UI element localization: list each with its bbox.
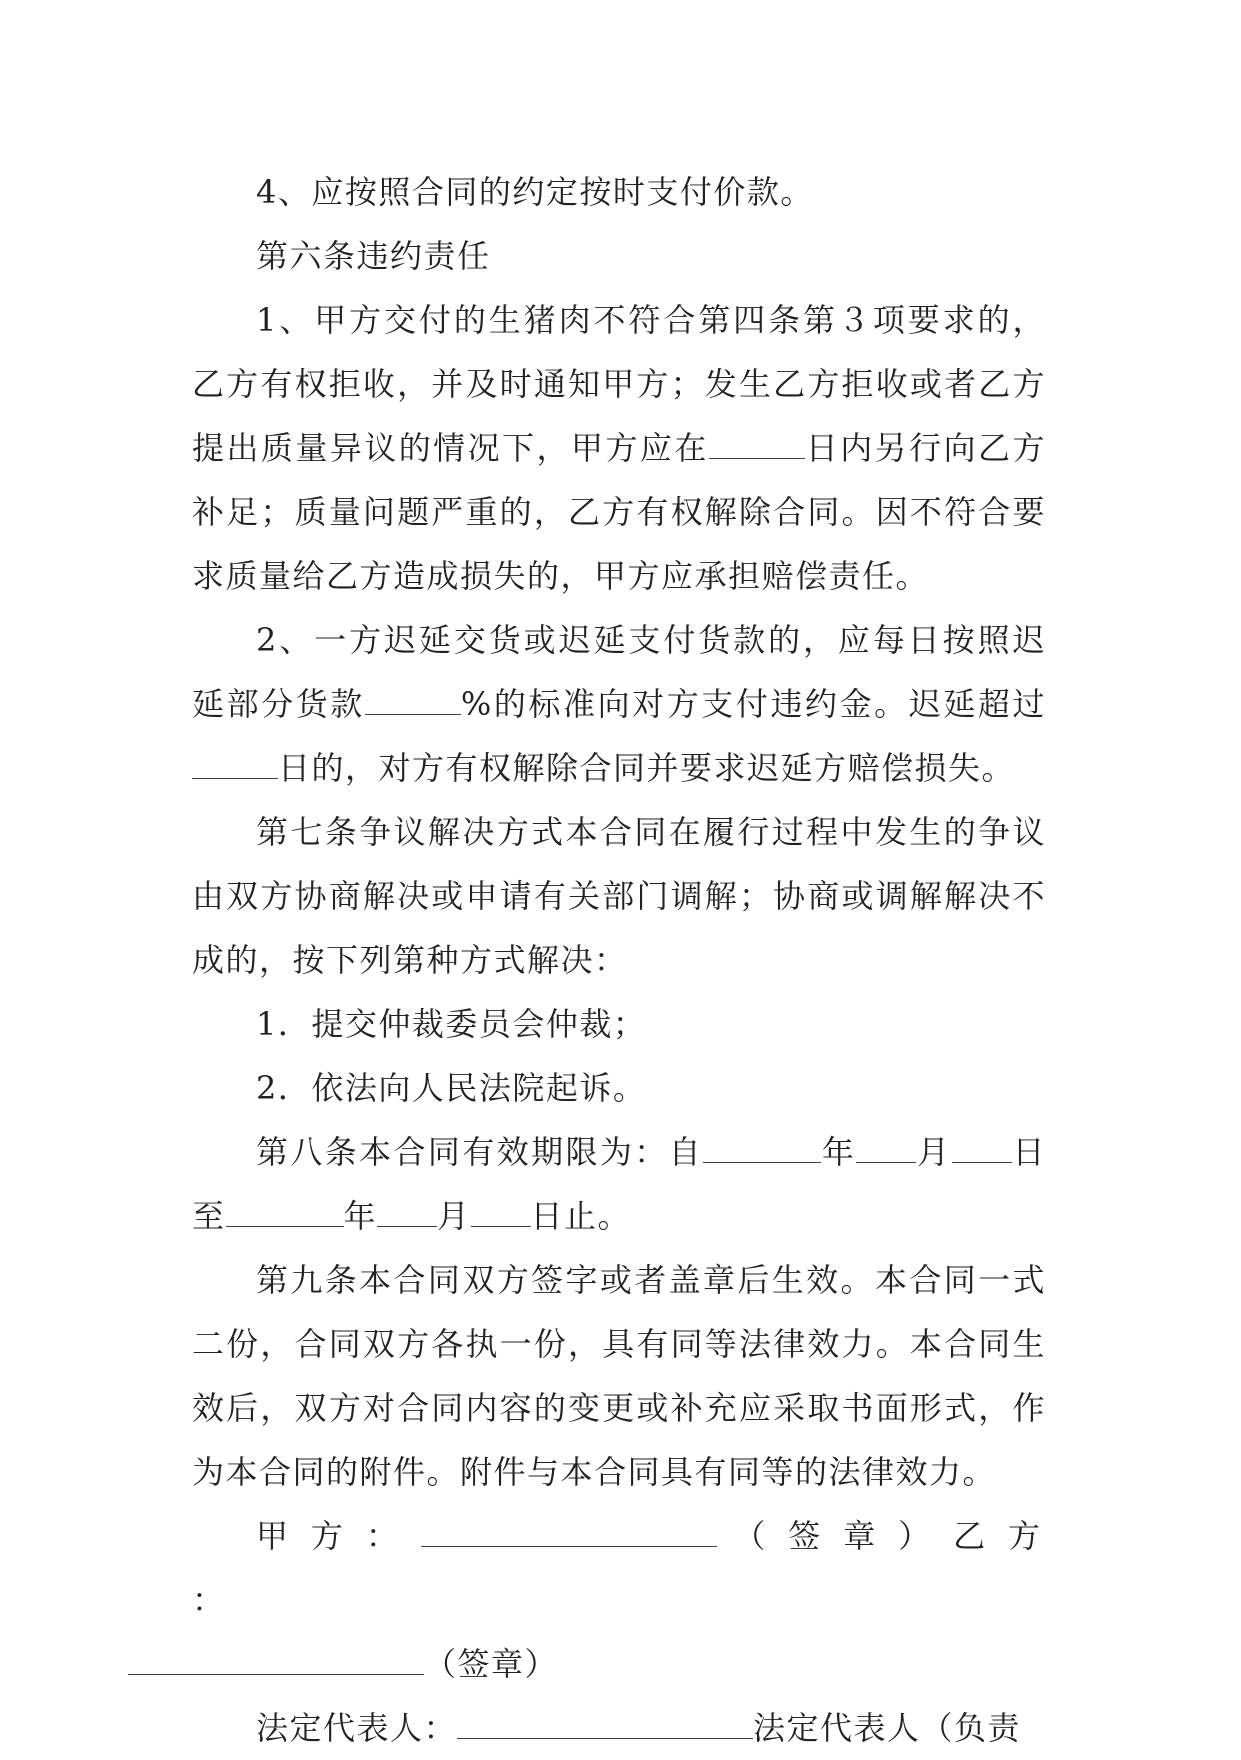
list-item-litigation bbox=[192, 1056, 1046, 1120]
to-label: 至 bbox=[192, 1197, 226, 1235]
party-b-label: 乙 方 ： bbox=[192, 1517, 1047, 1619]
list-item-text: 1．提交仲裁委员会仲裁； bbox=[256, 1005, 647, 1043]
month-label: 月 bbox=[916, 1133, 952, 1171]
section-article-7-disputes bbox=[192, 800, 1046, 992]
paragraph-quality-breach bbox=[192, 288, 1046, 608]
heading-text: 第六条违约责任 bbox=[256, 237, 491, 275]
signature-block bbox=[192, 1504, 1046, 1696]
paragraph-text: 1、甲方交付的生猪肉不符合第四条第３项要求的，乙方有权拒收，并及时通知甲方；发生乙方拒收或者乙方提出质量异议的情况下，甲方应在 bbox=[192, 301, 1046, 467]
fill-in-blank bbox=[377, 1192, 437, 1227]
year-label: 年 bbox=[343, 1197, 378, 1235]
section-article-9-effect bbox=[192, 1248, 1046, 1504]
paragraph-text: 第八条本合同有效期限为：自 bbox=[256, 1133, 704, 1171]
paragraph-payment-clause bbox=[192, 160, 1046, 224]
paragraph-text: 第七条争议解决方式本合同在履行过程中发生的争议由双方协商解决或申请有关部门调解；协商或调解解决不成的，按下列第种方式解决： bbox=[192, 813, 1046, 979]
fill-in-blank bbox=[952, 1128, 1012, 1163]
section-heading-article-6 bbox=[192, 224, 1046, 288]
party-a-signature-line bbox=[421, 1512, 717, 1547]
party-a-seal-label: （ 签 章 ） bbox=[733, 1517, 937, 1555]
paragraph-text: 第九条本合同双方签字或者盖章后生效。本合同一式二份，合同双方各执一份，具有同等法律效力。本合同生效后，双方对合同内容的变更或补充应采取书面形式，作为本合同的附件。附件与本合同具有同等的法律效力。 bbox=[192, 1261, 1046, 1491]
year-label: 年 bbox=[821, 1133, 857, 1171]
paragraph-text: 日内另行向乙方补足；质量问题严重的，乙方有权解除合同。因不符合要求质量给乙方造成损失的，甲方应承担赔偿责任。 bbox=[192, 429, 1046, 595]
paragraph-text: 2、一方迟延交货或迟延支付货款的，应每日按照迟延部分货款 bbox=[192, 621, 1046, 723]
rep-a-label: 法定代表人： bbox=[256, 1709, 458, 1747]
list-item-arbitration bbox=[192, 992, 1046, 1056]
paragraph-delay-penalty bbox=[192, 608, 1046, 800]
fill-in-blank bbox=[226, 1192, 344, 1227]
fill-in-blank bbox=[856, 1128, 916, 1163]
section-article-8-term bbox=[192, 1120, 1046, 1248]
fill-in-blank bbox=[471, 1192, 531, 1227]
end-label: 日止。 bbox=[530, 1197, 632, 1235]
paragraph-text: 日的，对方有权解除合同并要求迟延方赔偿损失。 bbox=[278, 749, 1016, 787]
party-b-seal-label: （签章） bbox=[424, 1645, 559, 1683]
contract-body bbox=[192, 160, 1046, 1760]
paragraph-text: 4、应按照合同的约定按时支付价款。 bbox=[256, 173, 814, 211]
day-label: 日 bbox=[1011, 1133, 1046, 1171]
party-b-signature-line bbox=[128, 1640, 424, 1675]
month-label: 月 bbox=[437, 1197, 471, 1235]
fill-in-blank bbox=[703, 1128, 821, 1163]
rep-a-signature-line bbox=[457, 1704, 753, 1739]
rep-b-label: 法定代表人（负责 bbox=[753, 1709, 1022, 1747]
fill-in-blank bbox=[192, 744, 278, 779]
paragraph-text: %的标准向对方支付违约金。迟延超过 bbox=[460, 685, 1046, 723]
legal-representative-line bbox=[192, 1696, 1046, 1760]
fill-in-blank bbox=[365, 680, 461, 715]
list-item-text: 2．依法向人民法院起诉。 bbox=[256, 1069, 647, 1107]
party-a-label: 甲 方 ： bbox=[256, 1517, 405, 1555]
fill-in-blank bbox=[709, 424, 805, 459]
